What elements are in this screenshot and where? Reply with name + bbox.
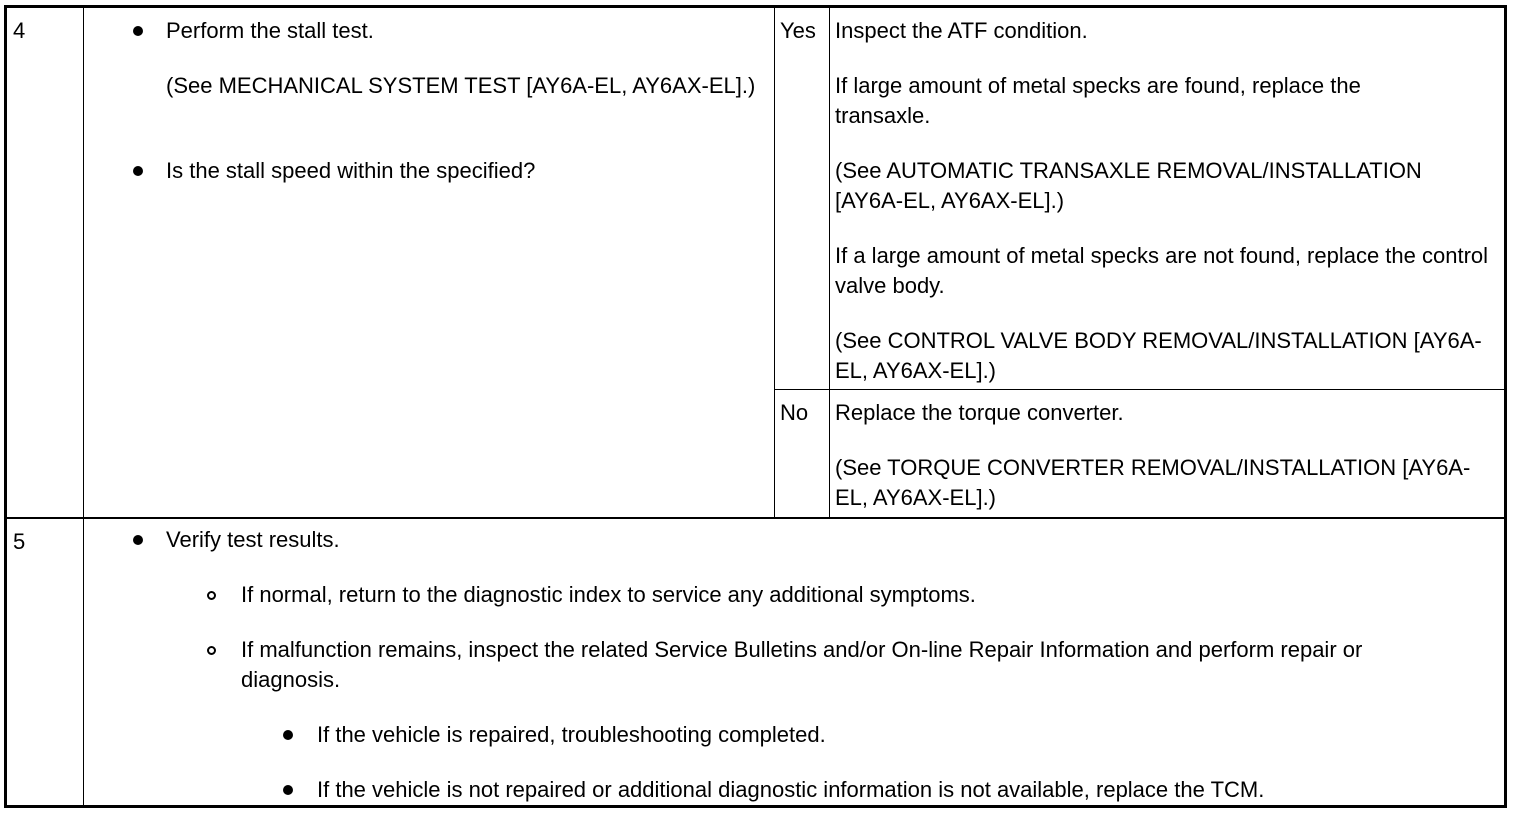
bullet-dot-icon (133, 166, 143, 176)
sub-bullet-text: If normal, return to the diagnostic index to service any additional symptoms. (241, 582, 976, 607)
bullet-dot-icon (283, 730, 293, 740)
action-text: Verify test results. (166, 527, 340, 552)
column-divider (829, 8, 830, 517)
step-5-row (7, 519, 1504, 805)
no-label: No (780, 400, 809, 425)
no-reference-text: (See TORQUE CONVERTER REMOVAL/INSTALLATION [AY6A-EL, AY6AX-EL].) (835, 455, 1471, 510)
yes-result-text: If a large amount of metal specks are not found, replace the control valve body. (835, 243, 1489, 298)
reference-text: (See MECHANICAL SYSTEM TEST [AY6A-EL, AY6AX-EL].) (166, 73, 756, 98)
yes-reference-text: (See CONTROL VALVE BODY REMOVAL/INSTALLATION [AY6A-EL, AY6AX-EL].) (835, 328, 1482, 383)
step-number: 5 (13, 529, 26, 554)
bullet-circle-icon (207, 646, 216, 655)
yes-no-divider (774, 389, 1504, 390)
yes-reference-text: (See AUTOMATIC TRANSAXLE REMOVAL/INSTALLATION [AY6A-EL, AY6AX-EL].) (835, 158, 1422, 213)
sub-sub-bullet-text: If the vehicle is not repaired or additional diagnostic information is not available, replace the TCM. (317, 777, 1265, 802)
sub-sub-bullet-text: If the vehicle is repaired, troubleshooting completed. (317, 722, 826, 747)
action-text: Perform the stall test. (166, 18, 374, 43)
step-number: 4 (13, 18, 26, 43)
yes-label: Yes (780, 18, 816, 43)
step-4-row (7, 8, 1504, 519)
bullet-dot-icon (133, 535, 143, 545)
yes-result-text: Inspect the ATF condition. (835, 18, 1088, 43)
bullet-circle-icon (207, 591, 216, 600)
column-divider (83, 519, 84, 805)
diagnostic-procedure-table (4, 5, 1507, 808)
yes-result-text: If large amount of metal specks are found, replace the transaxle. (835, 73, 1361, 128)
question-text: Is the stall speed within the specified? (166, 158, 536, 183)
bullet-dot-icon (283, 785, 293, 795)
no-result-text: Replace the torque converter. (835, 400, 1124, 425)
column-divider (774, 8, 775, 517)
bullet-dot-icon (133, 26, 143, 36)
column-divider (83, 8, 84, 517)
sub-bullet-text: If malfunction remains, inspect the related Service Bulletins and/or On-line Repair Information and perform repair or diagnosis. (241, 637, 1363, 692)
